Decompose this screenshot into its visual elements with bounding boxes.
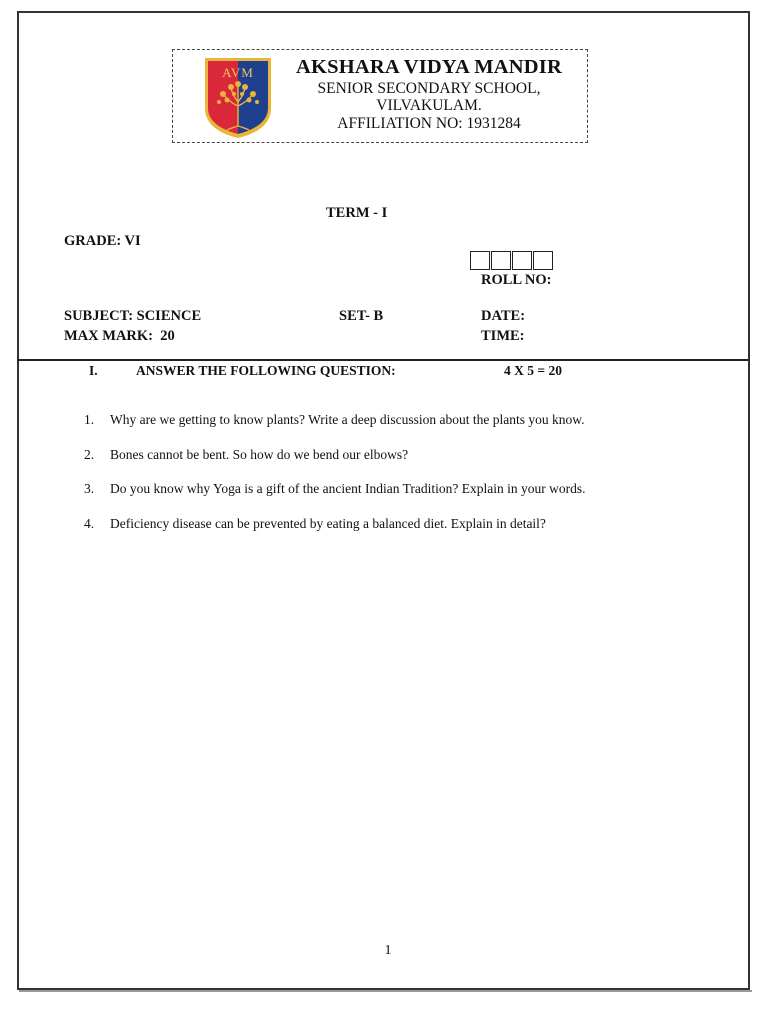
section-divider (17, 359, 750, 361)
subject-label: SUBJECT: SCIENCE (64, 308, 202, 324)
question-text: Bones cannot be bent. So how do we bend our elbows? (110, 446, 409, 462)
question-number: 3. (84, 481, 95, 496)
section-marks: 4 X 5 = 20 (504, 363, 562, 378)
svg-text:AVM: AVM (222, 65, 254, 80)
grade-label: GRADE: VI (64, 233, 141, 249)
page-border-shadow (19, 990, 752, 992)
roll-box (533, 251, 553, 270)
date-label: DATE: (481, 308, 526, 324)
school-location: VILVAKULAM. (376, 97, 482, 114)
question-text: Why are we getting to know plants? Write a deep discussion about the plants you know. (110, 412, 585, 427)
roll-box (470, 251, 490, 270)
question-item (84, 516, 724, 551)
set-label: SET- B (339, 308, 384, 324)
question-number: 2. (84, 446, 95, 462)
question-text: Deficiency disease can be prevented by eating a balanced diet. Explain in detail? (110, 515, 546, 531)
roll-box (512, 251, 532, 270)
school-name: AKSHARA VIDYA MANDIR (296, 56, 562, 78)
school-crest-logo (203, 56, 273, 140)
school-subtitle: SENIOR SECONDARY SCHOOL, (317, 80, 541, 97)
question-text: Do you know why Yoga is a gift of the ancient Indian Tradition? Explain in your words. (110, 481, 586, 496)
affiliation-number: AFFILIATION NO: 1931284 (337, 115, 521, 132)
question-list (84, 412, 724, 550)
max-mark-label: MAX MARK: 20 (64, 328, 175, 344)
roll-no-label: ROLL NO: (481, 272, 552, 288)
school-header (172, 49, 588, 143)
question-item (84, 481, 724, 516)
question-number: 4. (84, 515, 95, 531)
roll-number-boxes (470, 251, 554, 270)
section-title: ANSWER THE FOLLOWING QUESTION: (136, 363, 396, 378)
question-item (84, 447, 724, 482)
roll-box (491, 251, 511, 270)
question-item (84, 412, 724, 447)
page-number: 1 (384, 943, 392, 958)
question-number: 1. (84, 412, 95, 427)
exam-term: TERM - I (326, 205, 388, 221)
section-numeral: I. (89, 363, 98, 378)
time-label: TIME: (481, 328, 525, 344)
